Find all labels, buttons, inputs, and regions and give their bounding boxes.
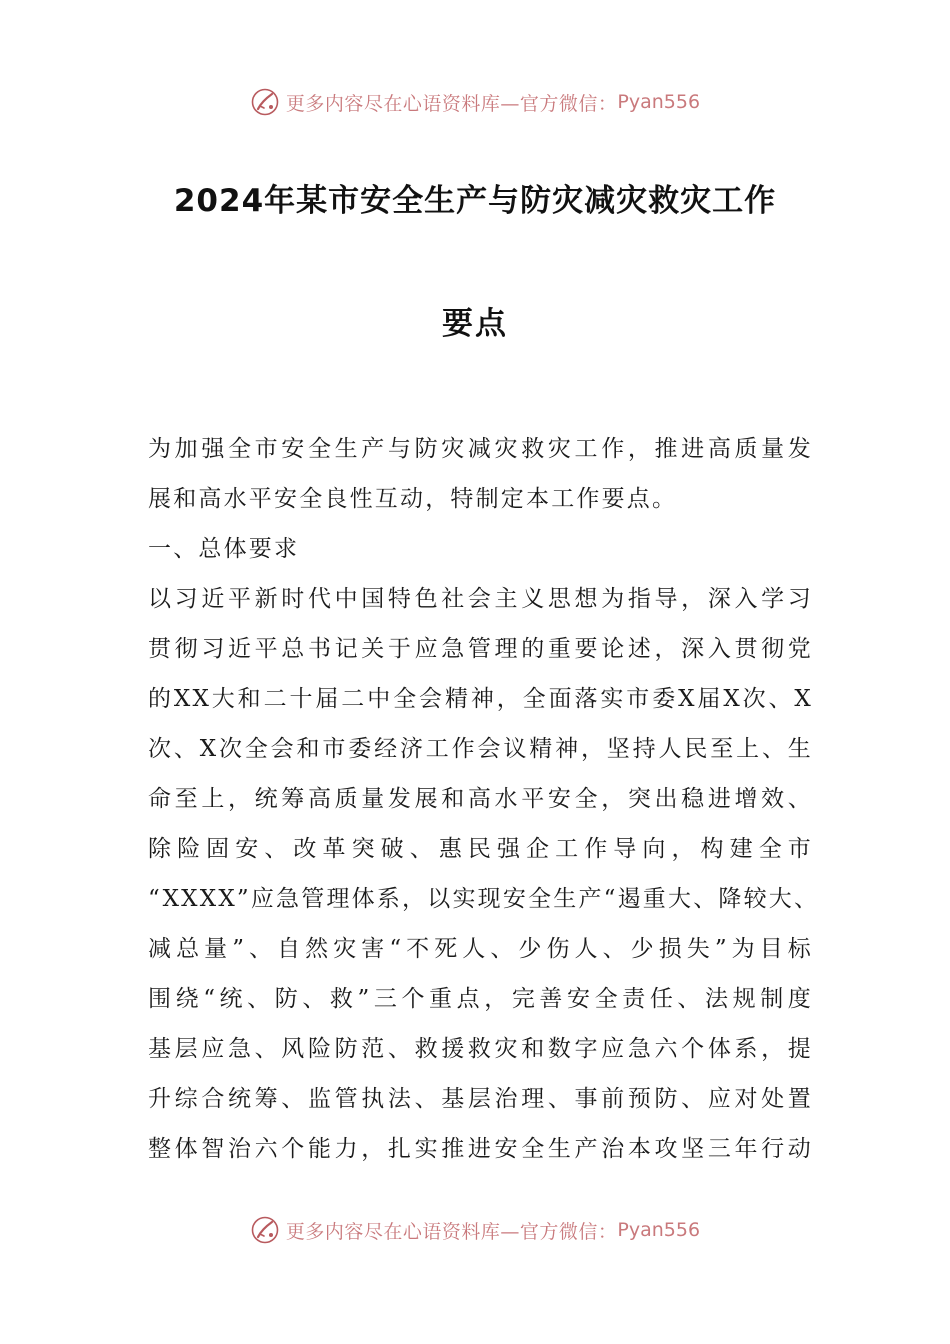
watermark-wechat-id: Pyan556 — [617, 91, 701, 113]
document-body — [148, 424, 820, 1174]
body-line: 除险固安、改革突破、惠民强企工作导向，构建全市 — [148, 836, 813, 862]
body-line: 围绕“统、防、救”三个重点，完善安全责任、法规制度 — [148, 986, 813, 1012]
body-line: 次、X次全会和市委经济工作会议精神，坚持人民至上、生 — [148, 736, 813, 762]
document-title-line-2: 要点 — [442, 306, 508, 342]
body-line: “XXXX”应急管理体系，以实现安全生产“遏重大、降较大、 — [148, 886, 820, 912]
pen-logo-icon — [250, 87, 280, 117]
document-title-line-1: 2024年某市安全生产与防灾减灾救灾工作 — [173, 183, 777, 219]
header-watermark — [0, 82, 950, 122]
body-line: 以习近平新时代中国特色社会主义思想为指导，深入学习 — [148, 586, 813, 612]
footer-watermark — [0, 1210, 950, 1250]
watermark-wechat-id: Pyan556 — [617, 1219, 701, 1241]
pen-logo-icon — [250, 1215, 280, 1245]
watermark-text: 更多内容尽在心语资料库—官方微信： — [285, 1220, 618, 1243]
body-line: 的XX大和二十届二中全会精神，全面落实市委X届X次、X — [148, 686, 813, 712]
body-line: 为加强全市安全生产与防灾减灾救灾工作，推进高质量发 — [148, 436, 813, 462]
body-line: 整体智治六个能力，扎实推进安全生产治本攻坚三年行动 — [148, 1136, 813, 1162]
body-line: 基层应急、风险防范、救援救灾和数字应急六个体系，提 — [148, 1036, 813, 1062]
watermark-text: 更多内容尽在心语资料库—官方微信： — [285, 92, 618, 115]
section-heading: 一、总体要求 — [148, 536, 300, 562]
body-line: 升综合统筹、监管执法、基层治理、事前预防、应对处置 — [148, 1086, 813, 1112]
body-line: 展和高水平安全良性互动，特制定本工作要点。 — [148, 486, 678, 512]
body-line: 贯彻习近平总书记关于应急管理的重要论述，深入贯彻党 — [148, 636, 813, 662]
body-line: 减总量”、自然灾害“不死人、少伤人、少损失”为目标 — [148, 936, 813, 962]
body-line: 命至上，统筹高质量发展和高水平安全，突出稳进增效、 — [148, 786, 813, 812]
